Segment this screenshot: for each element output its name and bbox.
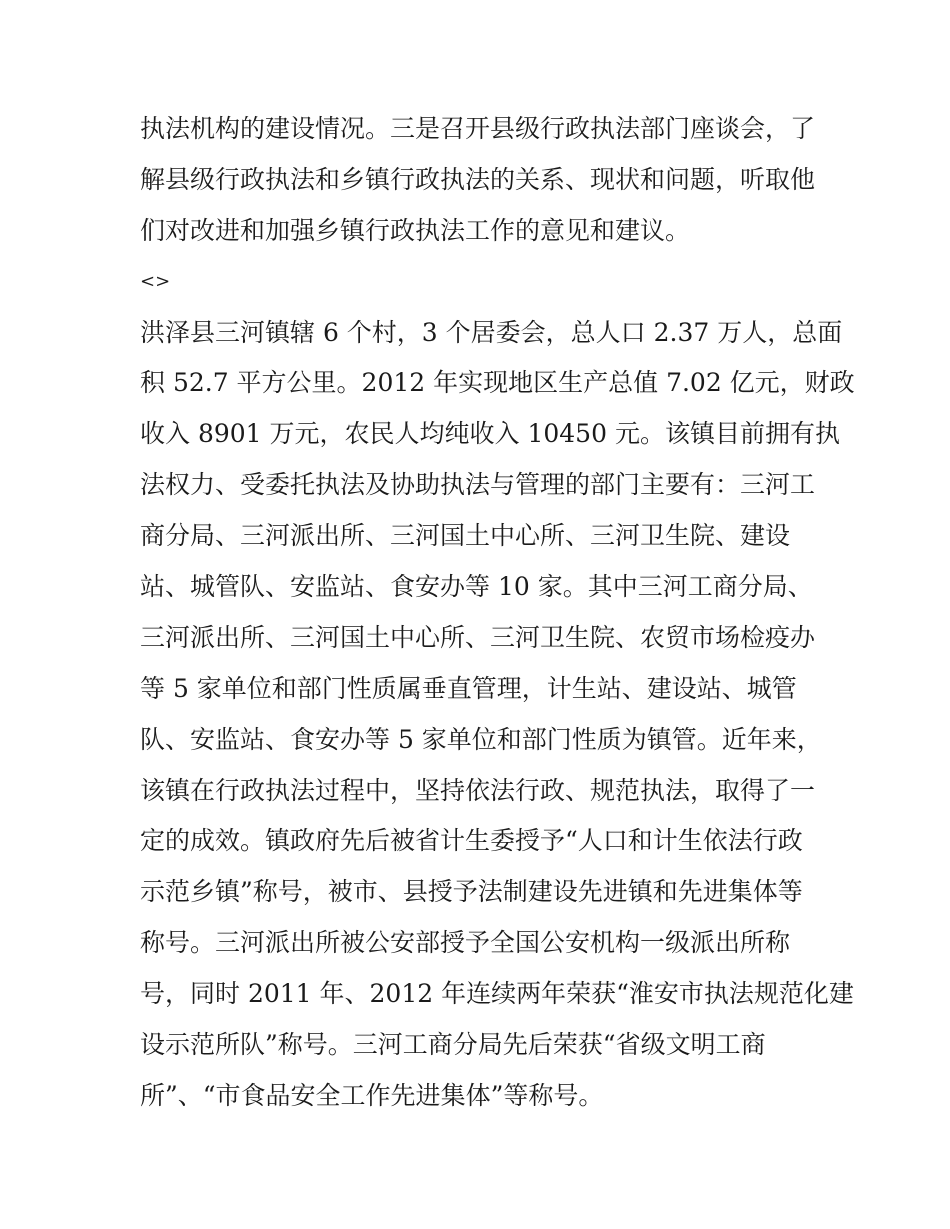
text-line: 示范乡镇”称号，被市、县授予法制建设先进镇和先进集体等 (140, 877, 803, 907)
text-line: 所”、“市食品安全工作先进集体”等称号。 (140, 1080, 604, 1110)
text-line: 法权力、受委托执法及协助执法与管理的部门主要有：三河工 (140, 470, 816, 500)
text-line: 该镇在行政执法过程中，坚持依法行政、规范执法，取得了一 (140, 775, 816, 805)
text-line: 号，同时 2011 年、2012 年连续两年荣获“淮安市执法规范化建 (140, 979, 854, 1009)
text-line: 洪泽县三河镇辖 6 个村，3 个居委会，总人口 2.37 万人，总面 (140, 317, 843, 347)
text-line: 商分局、三河派出所、三河国土中心所、三河卫生院、建设 (140, 521, 791, 551)
document-body (140, 104, 855, 1122)
text-line: 执法机构的建设情况。三是召开县级行政执法部门座谈会，了 (140, 114, 816, 143)
text-line: 站、城管队、安监站、食安办等 10 家。其中三河工商分局、 (140, 572, 813, 602)
text-line: 设示范所队”称号。三河工商分局先后荣获“省级文明工商 (140, 1030, 766, 1060)
text-line: 等 5 家单位和部门性质属垂直管理，计生站、建设站、城管 (140, 673, 797, 703)
section-separator: <> (140, 270, 171, 292)
text-line: 们对改进和加强乡镇行政执法工作的意见和建议。 (140, 215, 691, 245)
text-line: 积 52.7 平方公里。2012 年实现地区生产总值 7.02 亿元，财政 (140, 368, 855, 398)
text-line: 队、安监站、食安办等 5 家单位和部门性质为镇管。近年来， (140, 724, 822, 754)
text-line: 解县级行政执法和乡镇行政执法的关系、现状和问题，听取他 (140, 164, 816, 194)
text-line: 收入 8901 万元，农民人均纯收入 10450 元。该镇目前拥有执 (140, 419, 840, 449)
text-line: 三河派出所、三河国土中心所、三河卫生院、农贸市场检疫办 (140, 622, 816, 652)
text-line: 称号。三河派出所被公安部授予全国公安机构一级派出所称 (140, 928, 791, 958)
text-line: 定的成效。镇政府先后被省计生委授予“人口和计生依法行政 (140, 826, 803, 856)
